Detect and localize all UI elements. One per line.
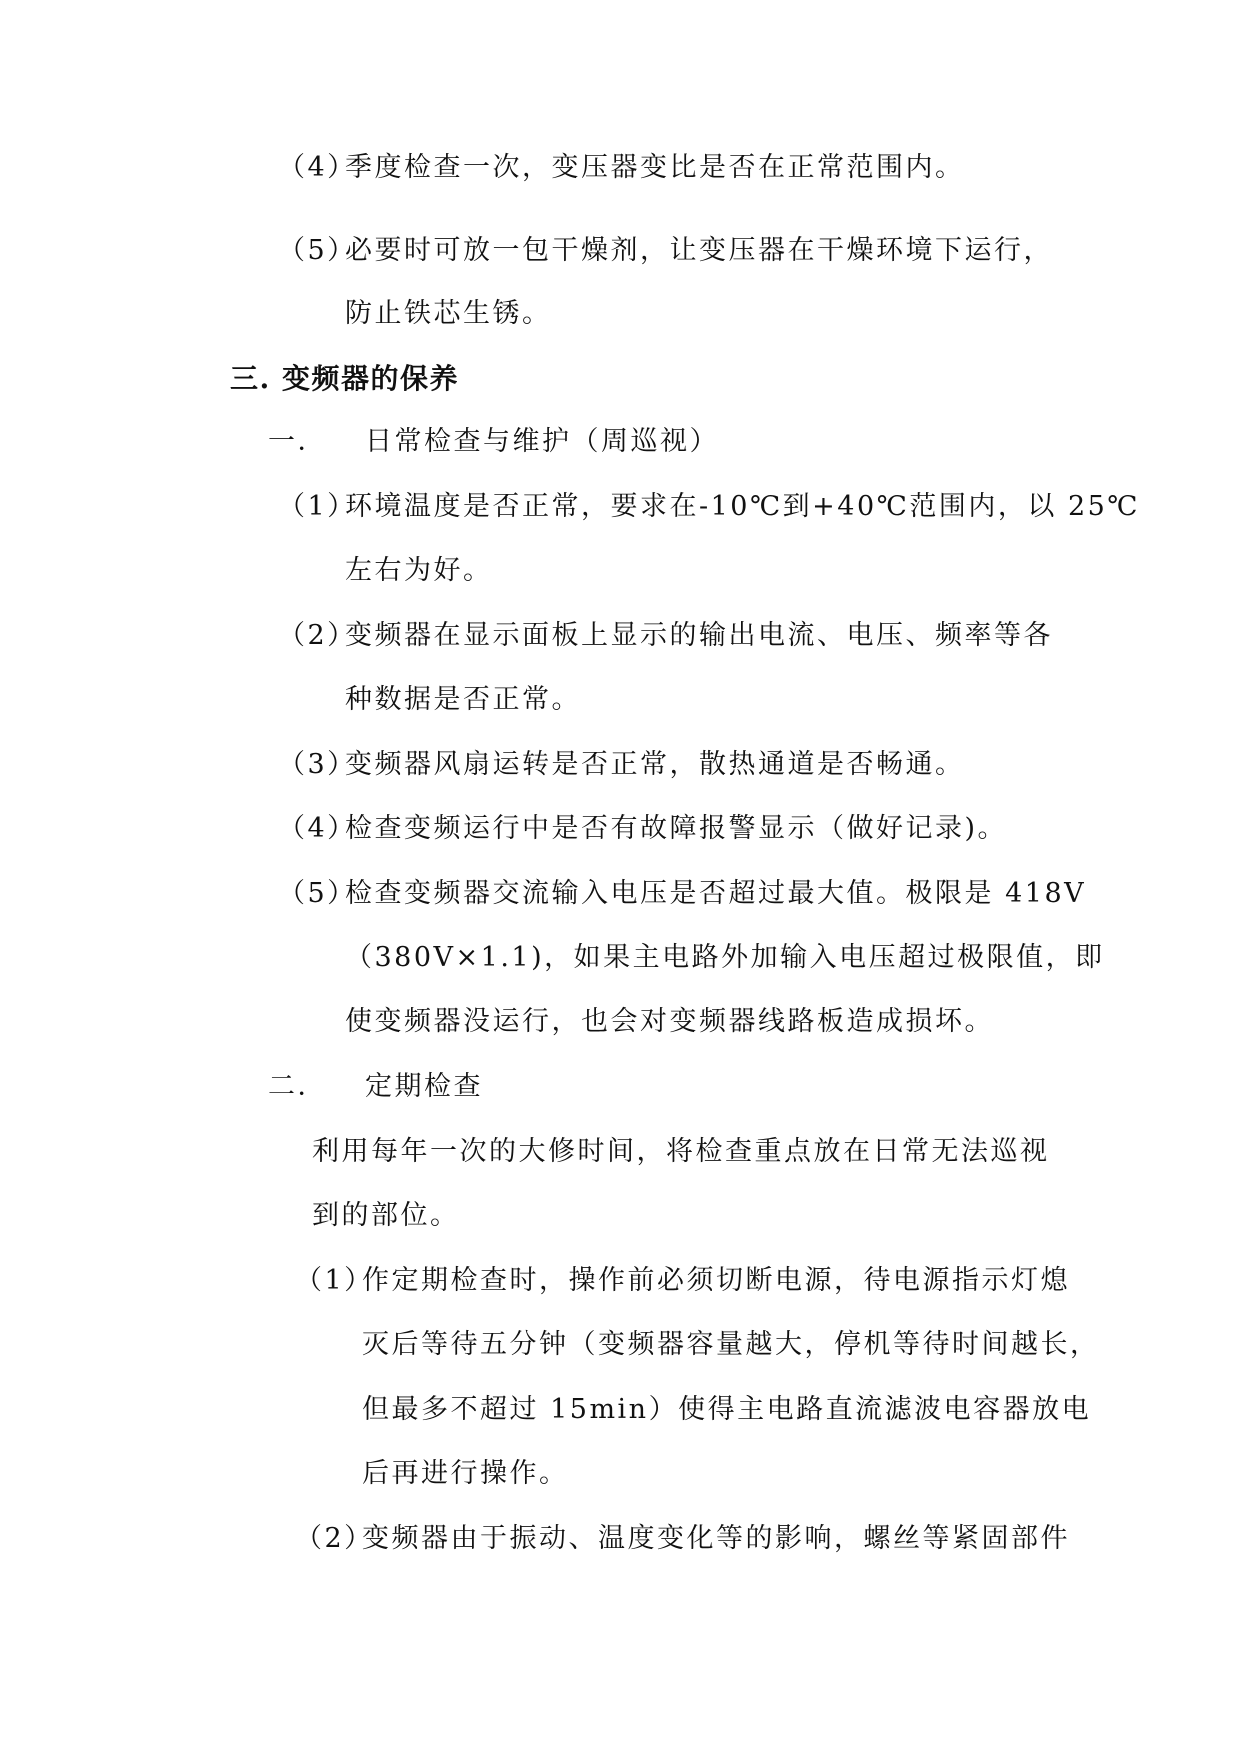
list-marker: （5）	[278, 878, 357, 909]
subsection-title: 日常检查与维护（周巡视）	[365, 426, 719, 457]
list-item-text-cont: （380V×1.1)，如果主电路外加输入电压超过极限值，即	[345, 942, 1105, 973]
list-marker: （3）	[278, 749, 357, 780]
list-marker: （1）	[278, 491, 357, 522]
list-item-text: 环境温度是否正常，要求在-10℃到+40℃范围内，以 25℃	[345, 491, 1141, 522]
paragraph-text-cont: 到的部位。	[312, 1200, 460, 1231]
subsection-title: 定期检查	[365, 1071, 483, 1102]
subsection-marker: 二．	[268, 1071, 327, 1102]
list-item-text: 作定期检查时，操作前必须切断电源，待电源指示灯熄	[362, 1265, 1070, 1296]
list-item-text-cont: 但最多不超过 15min）使得主电路直流滤波电容器放电	[362, 1394, 1092, 1425]
list-item-text: 检查变频运行中是否有故障报警显示（做好记录)。	[345, 813, 1008, 844]
list-item-text: 必要时可放一包干燥剂，让变压器在干燥环境下运行，	[345, 235, 1053, 266]
list-item-text-cont: 防止铁芯生锈。	[345, 298, 552, 329]
list-item-text: 变频器风扇运转是否正常，散热通道是否畅通。	[345, 749, 965, 780]
list-marker: （4）	[278, 152, 357, 183]
list-item-text: 变频器在显示面板上显示的输出电流、电压、频率等各	[345, 620, 1053, 651]
list-marker: （2）	[295, 1523, 374, 1554]
list-marker: （5）	[278, 235, 357, 266]
list-item-text: 变频器由于振动、温度变化等的影响，螺丝等紧固部件	[362, 1523, 1070, 1554]
list-item-text-cont: 左右为好。	[345, 555, 493, 586]
list-item-text-cont: 使变频器没运行，也会对变频器线路板造成损坏。	[345, 1006, 994, 1037]
subsection-marker: 一．	[268, 426, 327, 457]
list-item-text: 检查变频器交流输入电压是否超过最大值。极限是 418V	[345, 878, 1087, 909]
list-item-text-cont: 后再进行操作。	[362, 1458, 569, 1489]
list-marker: （4）	[278, 813, 357, 844]
list-item-text-cont: 种数据是否正常。	[345, 684, 581, 715]
list-marker: （2）	[278, 620, 357, 651]
section-heading: 三. 变频器的保养	[230, 362, 459, 395]
list-item-text-cont: 灭后等待五分钟（变频器容量越大，停机等待时间越长，	[362, 1329, 1100, 1360]
list-marker: （1）	[295, 1265, 374, 1296]
paragraph-text: 利用每年一次的大修时间，将检查重点放在日常无法巡视	[312, 1136, 1050, 1167]
list-item-text: 季度检查一次，变压器变比是否在正常范围内。	[345, 152, 965, 183]
